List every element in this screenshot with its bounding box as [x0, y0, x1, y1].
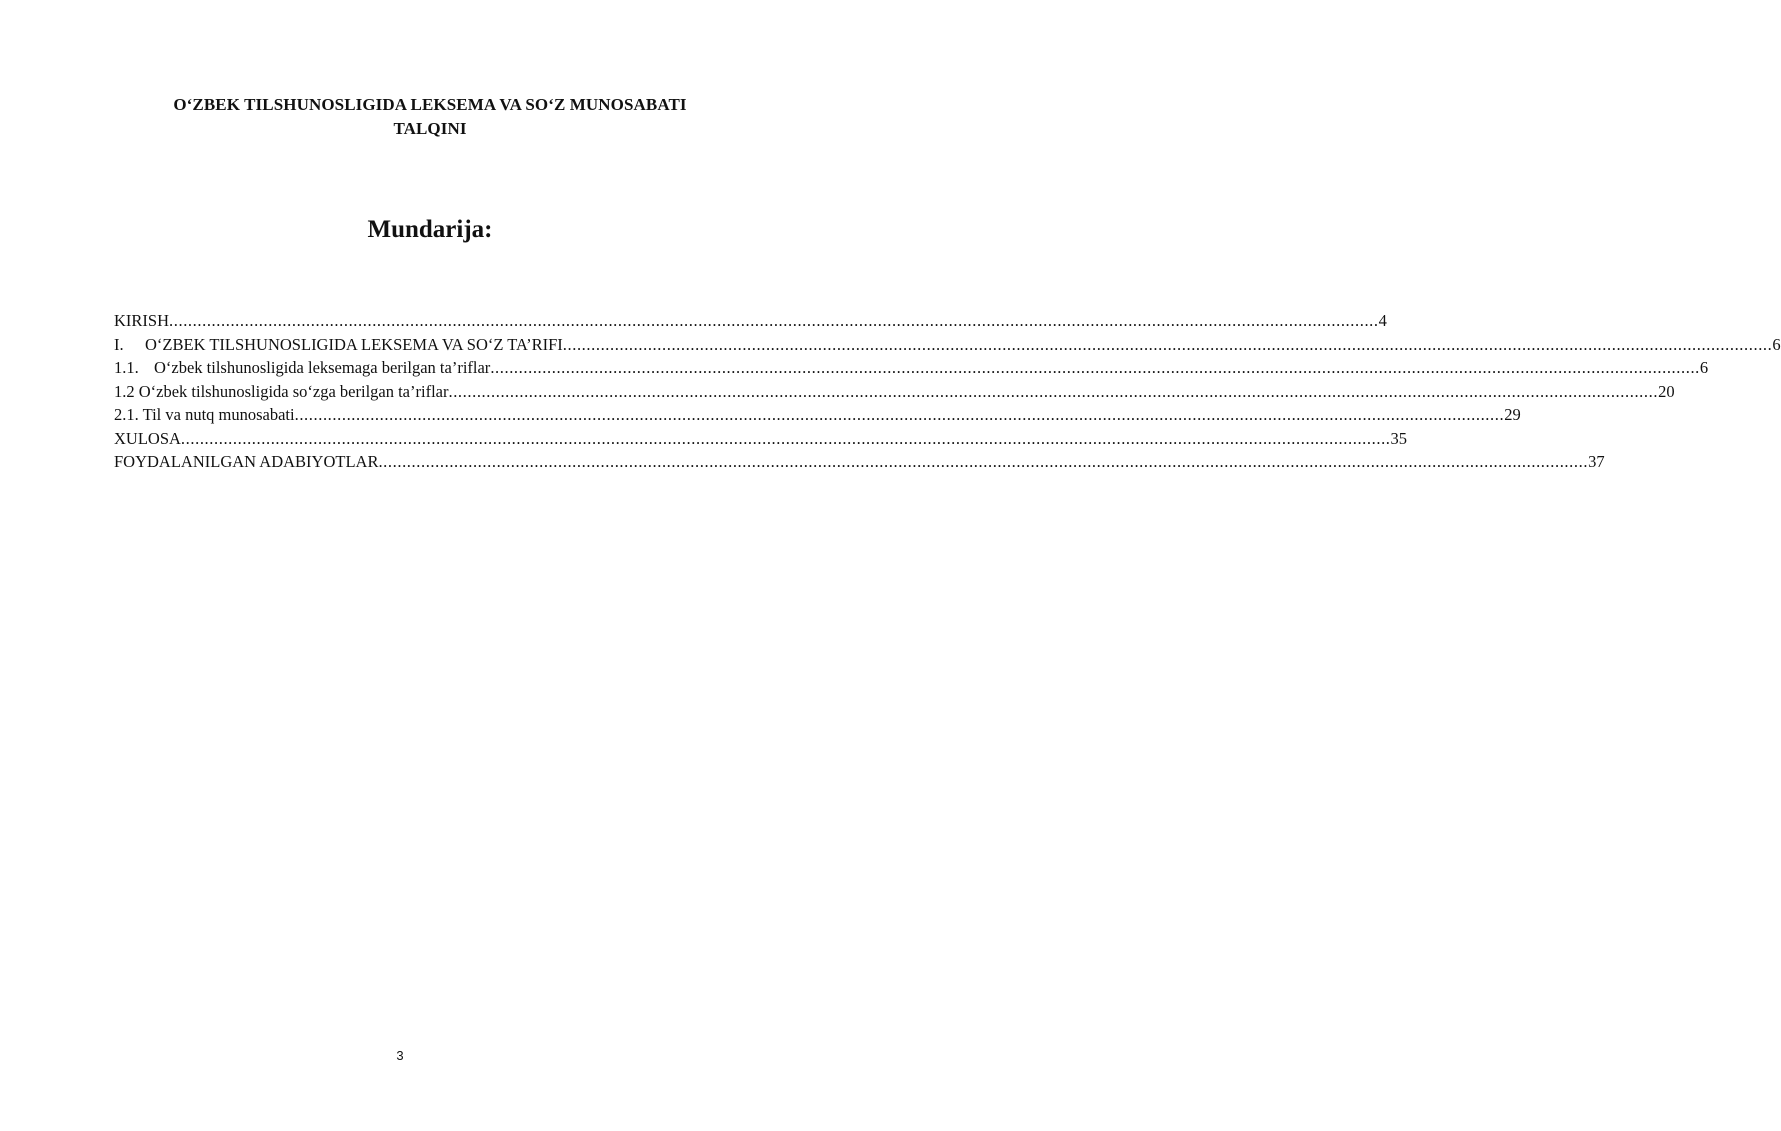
table-of-contents — [114, 309, 1781, 474]
toc-entry-page: 6 — [1772, 334, 1781, 354]
toc-dot-leader — [490, 356, 1700, 380]
toc-dot-leader — [181, 427, 1391, 451]
toc-entry-text: O‘ZBEK TILSHUNOSLIGIDA LEKSEMA VA SO‘Z TA’RIFI — [145, 334, 563, 354]
document-title-line-2: TALQINI — [393, 119, 467, 138]
toc-entry-page: 6 — [1699, 358, 1709, 377]
toc-entry-section-2-1[interactable] — [114, 403, 1521, 427]
toc-heading: Mundarija: — [367, 216, 493, 243]
toc-entry-text: KIRISH — [114, 311, 170, 330]
toc-entry-section-1-1[interactable] — [114, 356, 1709, 380]
toc-entry-section-1-2[interactable] — [114, 380, 1675, 404]
toc-entry-number: 1.1. — [114, 358, 139, 377]
document-title-line-1: O‘ZBEK TILSHUNOSLIGIDA LEKSEMA VA SO‘Z MUNOSABATI — [173, 95, 687, 114]
toc-entry-text: 2.1. Til va nutq munosabati — [114, 405, 295, 424]
toc-dot-leader — [169, 309, 1379, 333]
toc-entry-text: FOYDALANILGAN ADABIYOTLAR — [114, 452, 379, 471]
toc-entry-kirish[interactable] — [114, 309, 1387, 333]
toc-entry-page: 35 — [1390, 428, 1408, 448]
page-number: 3 — [396, 1048, 404, 1063]
toc-dot-leader — [563, 333, 1773, 357]
toc-entry-page: 29 — [1504, 405, 1521, 424]
toc-dot-leader — [448, 380, 1658, 404]
toc-entry-text: O‘zbek tilshunosligida leksemaga berilgan ta’riflar — [154, 358, 491, 377]
toc-entry-chapter-1[interactable] — [114, 333, 1781, 357]
toc-dot-leader — [378, 450, 1588, 474]
toc-entry-xulosa[interactable] — [114, 427, 1408, 451]
toc-entry-text: 1.2 O‘zbek tilshunosligida so‘zga berilgan ta’riflar — [114, 381, 449, 401]
toc-entry-page: 4 — [1378, 311, 1387, 330]
toc-entry-text: XULOSA — [114, 428, 181, 448]
document-title — [110, 93, 750, 141]
toc-entry-page: 20 — [1658, 381, 1675, 401]
toc-entry-page: 37 — [1588, 452, 1605, 471]
toc-entry-adabiyotlar[interactable] — [114, 450, 1605, 474]
toc-dot-leader — [295, 403, 1505, 427]
toc-entry-number: I. — [114, 334, 124, 354]
